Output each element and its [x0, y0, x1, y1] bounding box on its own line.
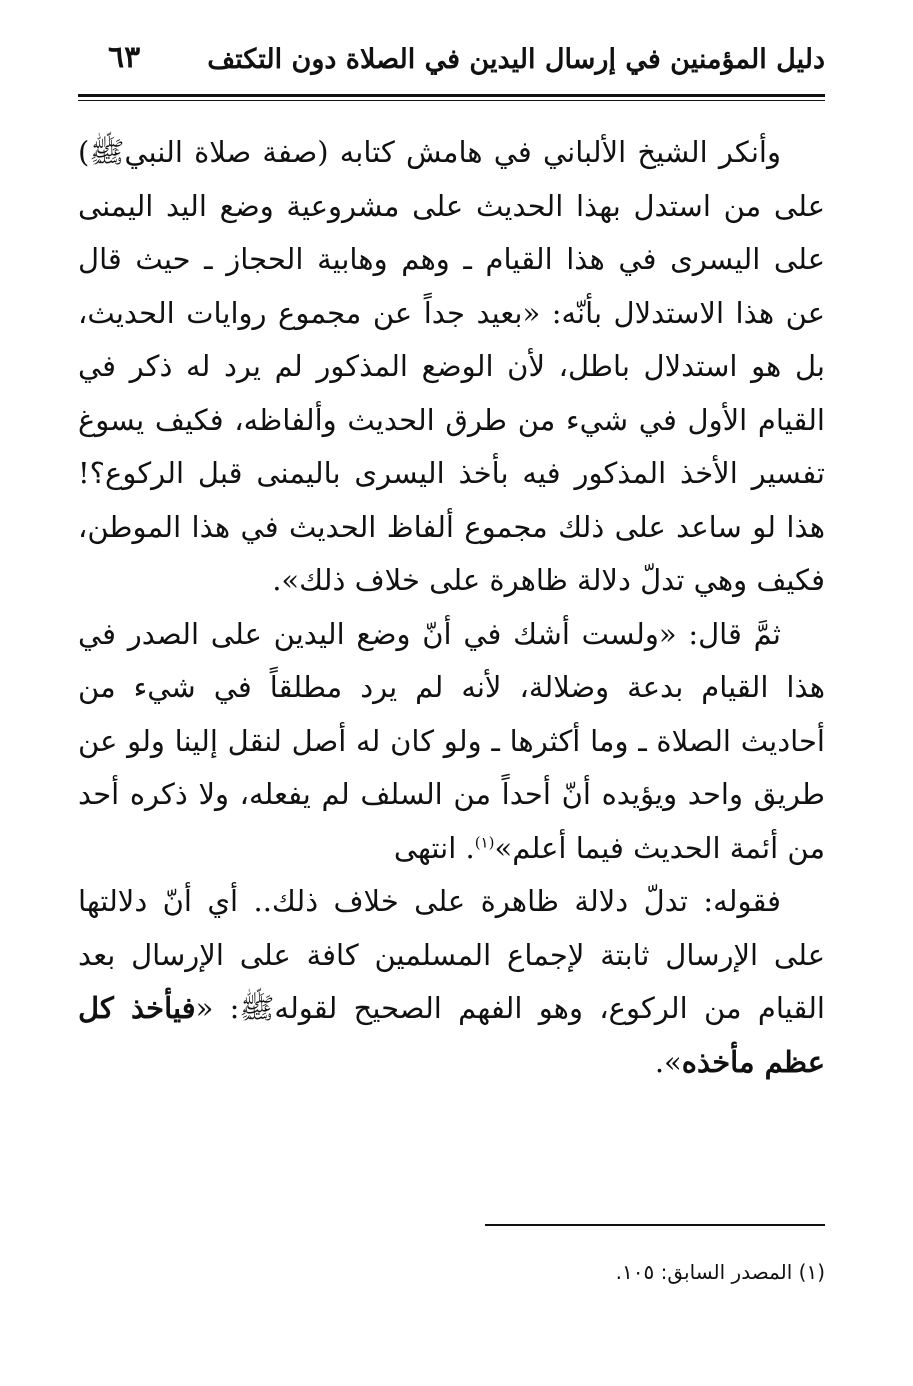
paragraph-1: وأنكر الشيخ الألباني في هامش كتابه (صفة صلاة النبيﷺ) على من استدل بهذا الحديث على مشروعية وضع اليد اليمنى على اليسرى في هذا القيام ـ وهم وهابية الحجاز ـ حيث قال عن هذا الاستدلال بأنّه: «بعيد جداً عن مجموع روايات الحديث، بل هو استدلال باطل، لأن الوضع المذكور لم يرد له ذكر في القيام الأول في شيء من طرق الحديث وألفاظه، فكيف يسوغ تفسير الأخذ المذكور فيه بأخذ اليسرى باليمنى قبل الركوع؟! هذا لو ساعد على ذلك مجموع ألفاظ الحديث في هذا الموطن، فكيف وهي تدلّ دلالة ظاهرة على خلاف ذلك». — [78, 135, 825, 597]
footnote-reference[interactable]: (١) — [474, 832, 495, 851]
header-rule-thin — [78, 100, 825, 101]
running-title: دليل المؤمنين في إرسال اليدين في الصلاة دون التكتف — [207, 44, 825, 75]
paragraph-2 — [78, 608, 825, 876]
page-number: ٦٣ — [108, 40, 141, 75]
paragraph-2-ending: . انتهى — [393, 830, 475, 865]
paragraph-3 — [78, 875, 825, 1089]
paragraph-3-text: فقوله: تدلّ دلالة ظاهرة على خلاف ذلك.. أي أنّ دلالتها على الإرسال ثابتة لإجماع المسلمين كافة على الإرسال بعد القيام من الركوع، وهو الفهم الصحيح لقولهﷺ: « — [78, 884, 825, 1025]
main-text — [78, 126, 825, 1089]
paragraph-2-text: ثمَّ قال: «ولست أشك في أنّ وضع اليدين على الصدر في هذا القيام بدعة وضلالة، لأنه لم يرد مطلقاً في شيء من أحاديث الصلاة ـ وما أكثرها ـ ولو كان له أصل لنقل إلينا ولو عن طريق واحد ويؤيده أنّ أحداً من السلف لم يفعله، ولا ذكره أحد من أئمة الحديث فيما أعلم» — [78, 616, 825, 865]
hadith-quote-bold: فيأخذ كل عظم مأخذه — [78, 991, 825, 1079]
paragraph-3-ending: ». — [654, 1044, 682, 1079]
footnote-separator — [485, 1224, 825, 1226]
header-rule-thick — [78, 94, 825, 97]
page-header — [78, 38, 825, 84]
footnote: (١) المصدر السابق: ١٠٥. — [615, 1260, 825, 1284]
